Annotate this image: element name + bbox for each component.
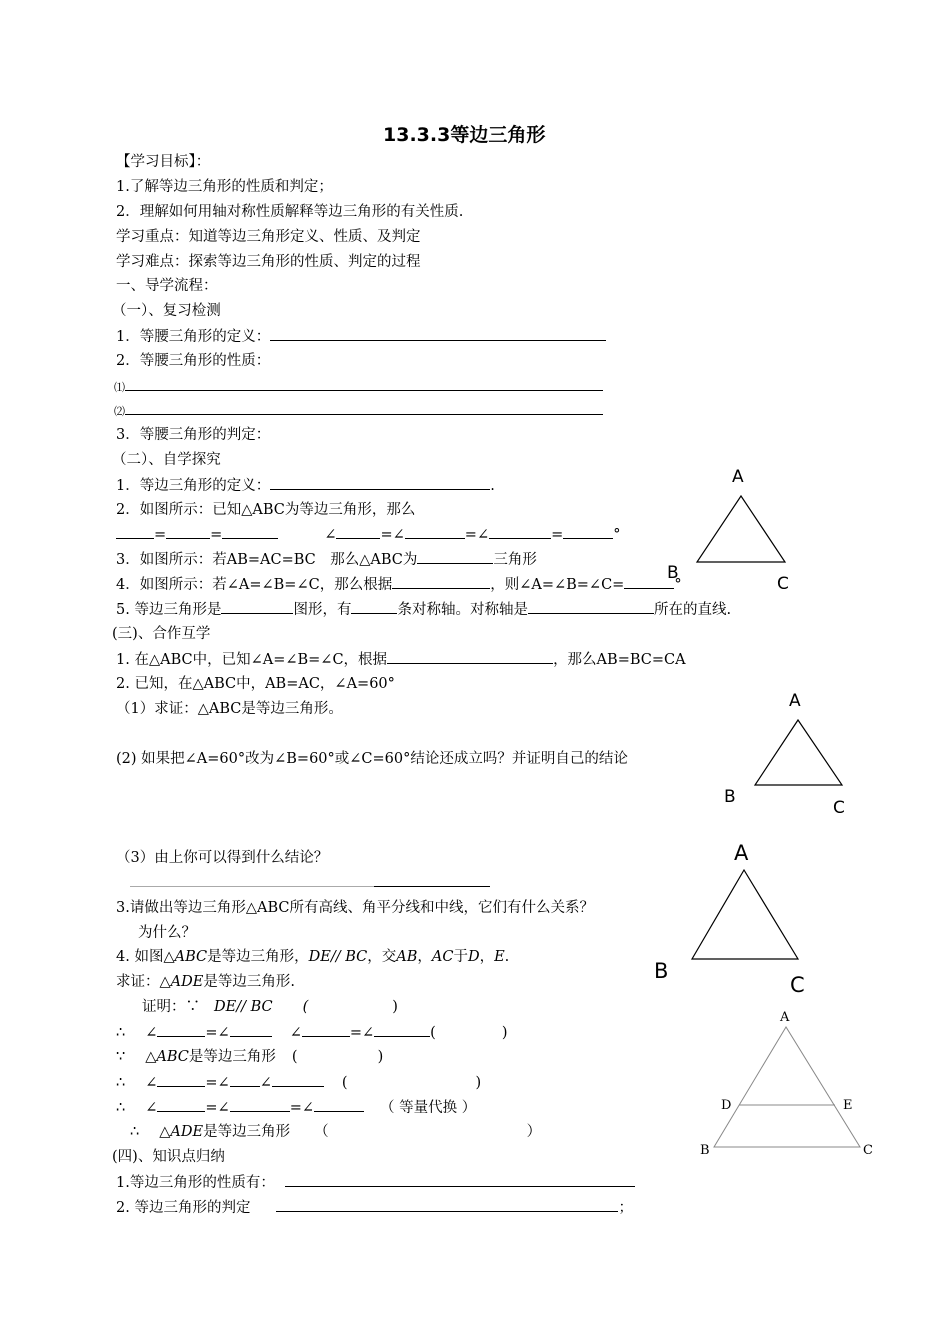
coop-q1-end: ，那么AB=BC=CA: [553, 652, 686, 668]
review-q3: 3．等腰三角形的判定：: [116, 427, 271, 443]
paren-right: ）: [526, 1124, 542, 1140]
flow-header: 一、导学流程：: [116, 278, 218, 294]
equals: =: [551, 527, 564, 543]
summary-q2-text: 2. 等边三角形的判定: [116, 1200, 251, 1216]
review-q1-text: 1．等腰三角形的定义：: [116, 329, 271, 345]
summary-q1-text: 1.等边三角形的性质有：: [116, 1175, 275, 1191]
var-ade: ADE: [170, 1124, 204, 1140]
equals: =: [205, 1025, 218, 1041]
angle-symbol: ∠: [324, 527, 337, 543]
text: ，交: [367, 949, 397, 965]
coop-q2: 2. 已知，在△ABC中，AB=AC，∠A=60°: [116, 676, 395, 692]
semicolon: ；: [618, 1200, 633, 1216]
page-title: 13.3.3等边三角形: [383, 124, 546, 146]
prove-text2: 是等边三角形.: [203, 974, 295, 990]
var-ade: ADE: [170, 974, 204, 990]
angle-symbol: ∠: [145, 1100, 158, 1116]
label-E: E: [843, 1098, 853, 1113]
therefore: ∴: [116, 1100, 126, 1116]
angle-symbol: ∠: [301, 1100, 315, 1116]
section-cooperate: (三)、合作互学: [112, 626, 211, 642]
because: ∵: [116, 1049, 126, 1065]
coop-q4-pre: 4. 如图△: [116, 949, 175, 965]
triangle-2: [755, 720, 842, 785]
study-q5-b: 图形，有: [293, 602, 352, 618]
label-B: B: [667, 563, 679, 583]
equals: =: [205, 1100, 218, 1116]
section-review: （一）、复习检测: [112, 303, 221, 319]
paren-right: ): [475, 1075, 482, 1091]
label-B: B: [724, 787, 736, 807]
key-point: 学习重点：知道等边三角形定义、性质、及判定: [116, 229, 421, 245]
angle-symbol: ∠: [259, 1075, 272, 1091]
coop-q3: 3.请做出等边三角形△ABC所有高线、角平分线和中线，它们有什么关系？: [116, 900, 594, 916]
equals: =: [380, 527, 393, 543]
angle-symbol: ∠: [145, 1025, 158, 1041]
angle-symbol: ∠: [476, 527, 490, 543]
goal-2: 2．理解如何用轴对称性质解释等边三角形的有关性质.: [116, 204, 464, 220]
section-self-study: （二）、自学探究: [112, 452, 221, 468]
var-de-bc: DE// BC: [308, 949, 368, 965]
figure-1: [667, 467, 789, 594]
paren-left: (: [291, 1049, 298, 1065]
study-q3-text: 3．如图所示：若AB=AC=BC 那么△ABC为: [116, 552, 418, 568]
goal-1: 1.了解等边三角形的性质和判定；: [116, 179, 333, 195]
label-D: D: [721, 1098, 732, 1113]
angle-symbol: ∠: [362, 1025, 375, 1041]
difficulty: 学习难点：探索等边三角形的性质、判定的过程: [116, 254, 421, 270]
text: 于: [453, 949, 468, 965]
equals: =: [154, 527, 167, 543]
var-d: D: [467, 949, 480, 965]
period: .: [490, 478, 495, 494]
section-summary: (四)、知识点归纳: [112, 1149, 225, 1165]
item-marker: ⑵: [114, 405, 125, 418]
study-q5-d: 所在的直线.: [653, 602, 732, 618]
proof-is: 是等边三角形: [203, 1124, 291, 1140]
label-A: A: [732, 467, 744, 487]
var-abc: ABC: [156, 1049, 189, 1065]
text: ，: [479, 949, 495, 965]
study-q4-text2: ，则∠A=∠B=∠C=: [490, 577, 625, 593]
study-q1-text: 1．等边三角形的定义：: [116, 478, 271, 494]
label-C: C: [863, 1143, 873, 1158]
label-C: C: [833, 798, 845, 818]
proof-is: 是等边三角形: [188, 1049, 276, 1065]
angle-symbol: ∠: [392, 527, 405, 543]
label-A: A: [780, 1010, 790, 1025]
angle-symbol: ∠: [217, 1075, 230, 1091]
triangle-symbol: △: [145, 1049, 157, 1065]
degree: °: [674, 577, 682, 593]
figure-2: [724, 691, 845, 818]
var-e: E: [494, 949, 505, 965]
item-marker: ⑴: [114, 381, 125, 394]
proof-de-bc: DE// BC: [214, 999, 273, 1015]
equals: =: [210, 527, 223, 543]
figure-3: [654, 841, 805, 997]
angle-symbol: ∠: [217, 1100, 230, 1116]
coop-q3-why: 为什么？: [138, 925, 196, 941]
label-C: C: [777, 574, 789, 594]
proof-equal-sub: （ 等量代换 ）: [380, 1100, 477, 1116]
equals: =: [464, 527, 477, 543]
triangle-3: [692, 870, 798, 959]
paren-left: (: [341, 1075, 348, 1091]
angle-symbol: ∠: [289, 1025, 302, 1041]
var-ab: AB: [396, 949, 418, 965]
study-q5-c: 条对称轴。对称轴是: [397, 602, 528, 618]
text: .: [504, 949, 510, 965]
equals: =: [349, 1025, 363, 1041]
study-q2: 2．如图所示：已知△ABC为等边三角形，那么: [116, 502, 416, 518]
angle-symbol: ∠: [145, 1075, 158, 1091]
coop-q4-mid: 是等边三角形，: [207, 949, 309, 965]
figure-4: [700, 1010, 873, 1158]
proof-start: 证明：∵: [142, 999, 200, 1015]
label-A: A: [734, 841, 749, 865]
paren-right: ): [392, 999, 398, 1015]
coop-q2-2: (2) 如果把∠A=60°改为∠B=60°或∠C=60°结论还成立吗？并证明自己的结论: [116, 751, 628, 767]
paren-left: （: [314, 1124, 329, 1140]
var-abc: ABC: [174, 949, 208, 965]
triangle-4: [714, 1027, 860, 1147]
paren-left: (: [430, 1025, 436, 1041]
goals-header: 【学习目标】：: [116, 154, 211, 170]
review-q2: 2．等腰三角形的性质：: [116, 353, 271, 369]
equals: =: [205, 1075, 218, 1091]
coop-q2-3: （3）由上你可以得到什么结论？: [116, 850, 329, 866]
therefore: ∴: [116, 1075, 126, 1091]
degree: °: [613, 527, 621, 543]
paren-right: ): [377, 1049, 384, 1065]
therefore: ∴: [130, 1124, 140, 1140]
triangle-1: [697, 496, 785, 562]
therefore: ∴: [116, 1025, 126, 1041]
label-A: A: [789, 691, 801, 711]
equals: =: [289, 1100, 302, 1116]
study-q4-text: 4．如图所示：若∠A=∠B=∠C，那么根据: [116, 577, 393, 593]
coop-q2-1: （1）求证：△ABC是等边三角形。: [116, 701, 343, 717]
triangle-symbol: △: [159, 1124, 171, 1140]
label-B: B: [654, 959, 669, 983]
study-q3-end: 三角形: [493, 552, 537, 568]
label-B: B: [700, 1143, 710, 1158]
study-q5-a: 5. 等边三角形是: [116, 602, 222, 618]
paren-right: ): [501, 1025, 508, 1041]
label-C: C: [790, 973, 805, 997]
var-ac: AC: [431, 949, 454, 965]
coop-q1-text: 1. 在△ABC中，已知∠A=∠B=∠C，根据: [116, 652, 388, 668]
text: ，: [417, 949, 432, 965]
angle-symbol: ∠: [217, 1025, 230, 1041]
paren-left: (: [302, 999, 309, 1015]
prove-text: 求证：△: [116, 974, 171, 990]
